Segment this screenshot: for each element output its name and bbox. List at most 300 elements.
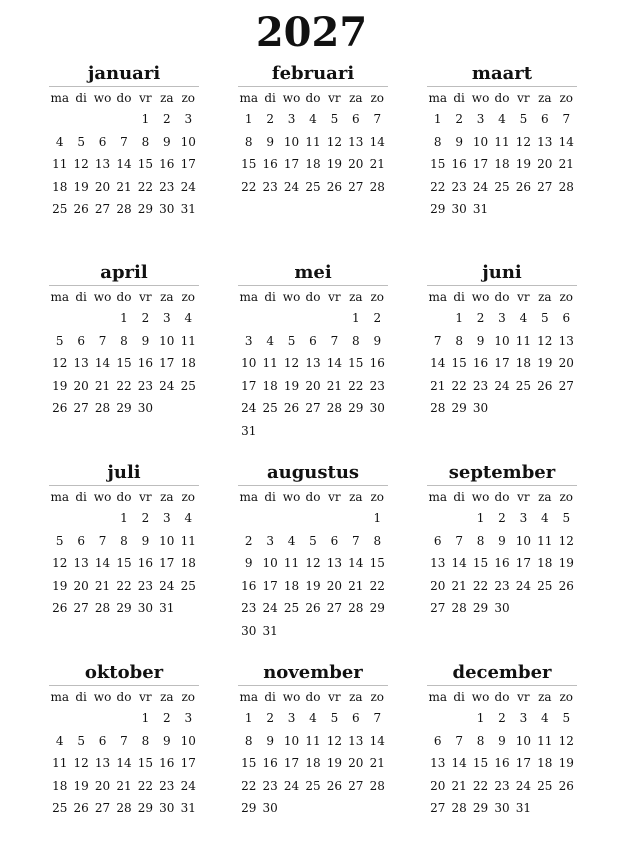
day-cell: 20 — [326, 578, 343, 593]
day-cell: 2 — [455, 112, 463, 126]
day-cell: 26 — [73, 202, 89, 217]
empty-day-cell — [302, 620, 323, 643]
day-cell: 6 — [433, 533, 442, 548]
day-cell: 8 — [373, 533, 382, 548]
day-cell: 19 — [52, 578, 68, 593]
day-cell: 28 — [558, 179, 574, 194]
day-cell: 8 — [476, 733, 485, 748]
day-cell: 20 — [348, 756, 364, 771]
day-cell: 19 — [537, 356, 553, 371]
days-table — [427, 88, 577, 221]
weekday-header-row — [238, 487, 388, 507]
day-cell: 1 — [141, 112, 150, 126]
month-september — [427, 461, 577, 620]
day-cell: 17 — [262, 578, 278, 593]
weekday-label: zo — [559, 91, 574, 105]
empty-day-cell — [427, 507, 448, 530]
empty-day-cell — [324, 420, 345, 443]
weekday-label: ma — [428, 290, 447, 304]
month-januari — [49, 62, 199, 221]
day-cell: 17 — [515, 556, 532, 571]
empty-day-cell — [491, 198, 512, 221]
day-cell: 14 — [326, 356, 343, 371]
day-cell: 31 — [180, 801, 196, 816]
day-cell: 30 — [137, 401, 154, 416]
day-cell: 15 — [116, 556, 132, 571]
empty-day-cell — [92, 307, 113, 330]
day-cell: 11 — [52, 756, 68, 771]
day-cell: 15 — [241, 756, 257, 771]
day-cell: 20 — [558, 356, 574, 371]
weekday-label: di — [264, 690, 276, 704]
weekday-label: ma — [239, 690, 258, 704]
day-cell: 17 — [159, 356, 175, 371]
weekday-label: wo — [471, 91, 490, 105]
day-cell: 30 — [159, 202, 175, 217]
day-cell: 19 — [558, 556, 574, 571]
month-augustus — [238, 461, 388, 643]
week-row — [238, 575, 388, 598]
day-cell: 30 — [451, 202, 467, 217]
weekday-label: za — [160, 91, 174, 105]
week-row — [49, 507, 199, 530]
weekday-label: ma — [50, 91, 69, 105]
day-cell: 8 — [455, 333, 463, 348]
week-row — [49, 131, 199, 154]
day-cell: 1 — [120, 311, 128, 325]
day-cell: 2 — [266, 711, 274, 725]
empty-day-cell — [70, 307, 91, 330]
month-name: mei — [238, 261, 388, 286]
day-cell: 4 — [309, 711, 317, 725]
day-cell: 24 — [472, 179, 489, 194]
month-name: juni — [427, 261, 577, 286]
day-cell: 21 — [94, 378, 111, 393]
day-cell: 11 — [537, 533, 553, 548]
weekday-label: ma — [239, 290, 258, 304]
empty-day-cell — [281, 307, 302, 330]
day-cell: 30 — [494, 601, 510, 616]
days-table — [49, 487, 199, 620]
day-cell: 31 — [262, 623, 278, 638]
day-cell: 14 — [116, 157, 132, 172]
day-cell: 18 — [283, 578, 300, 593]
weekday-label: zo — [559, 690, 574, 704]
week-row — [49, 597, 199, 620]
day-cell: 28 — [369, 778, 385, 793]
empty-day-cell — [556, 797, 577, 820]
day-cell: 26 — [73, 801, 89, 816]
weekday-label: di — [75, 91, 87, 105]
weekday-header-row — [427, 487, 577, 507]
weekday-header-row — [427, 287, 577, 307]
empty-day-cell — [324, 797, 345, 820]
day-cell: 11 — [537, 733, 553, 748]
day-cell: 27 — [326, 601, 343, 616]
month-maart — [427, 62, 577, 221]
day-cell: 28 — [116, 801, 132, 816]
day-cell: 6 — [562, 311, 571, 325]
weekday-label: zo — [370, 290, 385, 304]
day-cell: 2 — [141, 311, 150, 325]
weekday-header-row — [427, 687, 577, 707]
day-cell: 26 — [515, 179, 532, 194]
week-row — [238, 552, 388, 575]
day-cell: 4 — [519, 311, 528, 325]
week-row — [238, 397, 388, 420]
day-cell: 19 — [283, 378, 300, 393]
day-cell: 23 — [159, 778, 175, 793]
empty-day-cell — [513, 397, 534, 420]
day-cell: 27 — [94, 801, 111, 816]
day-cell: 12 — [73, 157, 89, 172]
day-cell: 22 — [241, 179, 257, 194]
day-cell: 13 — [94, 756, 111, 771]
day-cell: 24 — [262, 601, 278, 616]
day-cell: 2 — [141, 511, 150, 525]
day-cell: 13 — [430, 756, 446, 771]
day-cell: 8 — [244, 134, 253, 149]
weekday-label: za — [349, 690, 363, 704]
day-cell: 2 — [373, 311, 382, 325]
weekday-label: do — [116, 690, 132, 704]
day-cell: 3 — [184, 711, 193, 725]
empty-day-cell — [49, 707, 70, 730]
day-cell: 29 — [241, 801, 257, 816]
day-cell: 23 — [494, 578, 510, 593]
week-row — [238, 420, 388, 443]
day-cell: 18 — [305, 157, 321, 172]
day-cell: 28 — [326, 401, 343, 416]
day-cell: 12 — [52, 556, 68, 571]
day-cell: 29 — [472, 601, 489, 616]
day-cell: 23 — [137, 578, 154, 593]
day-cell: 8 — [141, 134, 150, 149]
day-cell: 23 — [472, 378, 489, 393]
week-row — [238, 108, 388, 131]
day-cell: 2 — [476, 311, 485, 325]
day-cell: 24 — [494, 378, 510, 393]
day-cell: 17 — [283, 756, 300, 771]
week-row — [427, 507, 577, 530]
empty-day-cell — [513, 198, 534, 221]
week-row — [427, 375, 577, 398]
day-cell: 17 — [241, 378, 257, 393]
week-row — [427, 707, 577, 730]
day-cell: 29 — [137, 801, 154, 816]
day-cell: 30 — [262, 801, 278, 816]
weekday-header-row — [238, 88, 388, 108]
day-cell: 3 — [163, 511, 171, 525]
day-cell: 5 — [562, 711, 571, 725]
weekday-label: do — [305, 290, 321, 304]
week-row — [238, 375, 388, 398]
week-row — [427, 597, 577, 620]
month-name: februari — [238, 62, 388, 87]
weekday-label: ma — [50, 290, 69, 304]
year-title: 2027 — [255, 9, 368, 56]
day-cell: 22 — [348, 378, 364, 393]
day-cell: 6 — [433, 733, 442, 748]
weekday-label: di — [75, 690, 87, 704]
empty-day-cell — [427, 707, 448, 730]
weekday-label: za — [538, 91, 552, 105]
days-table — [238, 487, 388, 643]
day-cell: 1 — [120, 511, 128, 525]
day-cell: 9 — [141, 533, 150, 548]
day-cell: 18 — [537, 756, 553, 771]
week-row — [427, 307, 577, 330]
weekday-label: vr — [139, 91, 152, 105]
day-cell: 27 — [430, 801, 446, 816]
day-cell: 27 — [305, 401, 321, 416]
day-cell: 14 — [430, 356, 446, 371]
day-cell: 18 — [52, 179, 68, 194]
week-row — [238, 797, 388, 820]
day-cell: 12 — [305, 556, 321, 571]
weekday-label: ma — [428, 690, 447, 704]
weekday-header-row — [427, 88, 577, 108]
week-row — [427, 752, 577, 775]
day-cell: 16 — [137, 356, 154, 371]
week-row — [49, 352, 199, 375]
weekday-label: ma — [428, 91, 447, 105]
week-row — [49, 397, 199, 420]
month-juni — [427, 261, 577, 420]
day-cell: 3 — [184, 112, 193, 126]
day-cell: 25 — [180, 378, 196, 393]
day-cell: 16 — [159, 157, 175, 172]
week-row — [238, 730, 388, 753]
month-oktober — [49, 661, 199, 820]
month-name: juli — [49, 461, 199, 486]
day-cell: 9 — [266, 134, 274, 149]
empty-day-cell — [92, 507, 113, 530]
day-cell: 14 — [451, 756, 467, 771]
day-cell: 19 — [515, 157, 532, 172]
day-cell: 18 — [180, 556, 196, 571]
day-cell: 23 — [369, 378, 385, 393]
empty-day-cell — [556, 397, 577, 420]
day-cell: 31 — [515, 801, 532, 816]
weekday-label: vr — [139, 690, 152, 704]
day-cell: 10 — [515, 733, 532, 748]
empty-day-cell — [302, 307, 323, 330]
day-cell: 10 — [494, 333, 510, 348]
empty-day-cell — [513, 597, 534, 620]
day-cell: 12 — [558, 733, 574, 748]
empty-day-cell — [238, 507, 259, 530]
day-cell: 3 — [287, 112, 296, 126]
day-cell: 16 — [137, 556, 154, 571]
day-cell: 9 — [455, 134, 463, 149]
day-cell: 15 — [472, 756, 489, 771]
day-cell: 27 — [348, 778, 364, 793]
day-cell: 13 — [73, 356, 89, 371]
week-row — [427, 131, 577, 154]
day-cell: 7 — [373, 112, 382, 126]
weekday-label: za — [538, 490, 552, 504]
weekday-label: ma — [239, 91, 258, 105]
day-cell: 2 — [498, 511, 506, 525]
day-cell: 18 — [262, 378, 278, 393]
empty-day-cell — [367, 620, 388, 643]
weekday-label: za — [538, 690, 552, 704]
empty-day-cell — [281, 620, 302, 643]
weekday-label: di — [453, 490, 465, 504]
day-cell: 11 — [180, 333, 196, 348]
weekday-label: ma — [50, 690, 69, 704]
day-cell: 5 — [562, 511, 571, 525]
day-cell: 20 — [94, 179, 111, 194]
weekday-label: do — [494, 490, 510, 504]
days-table — [49, 287, 199, 420]
day-cell: 30 — [494, 801, 510, 816]
empty-day-cell — [556, 597, 577, 620]
weekday-label: za — [538, 290, 552, 304]
weekday-label: za — [160, 690, 174, 704]
weekday-label: do — [494, 91, 510, 105]
day-cell: 22 — [137, 778, 154, 793]
empty-day-cell — [367, 420, 388, 443]
weekday-label: wo — [471, 290, 490, 304]
week-row — [49, 108, 199, 131]
day-cell: 2 — [266, 112, 274, 126]
day-cell: 21 — [451, 778, 467, 793]
day-cell: 30 — [472, 401, 489, 416]
week-row — [49, 797, 199, 820]
empty-day-cell — [448, 507, 469, 530]
weekday-label: za — [160, 290, 174, 304]
days-table — [238, 287, 388, 443]
week-row — [49, 707, 199, 730]
empty-day-cell — [302, 507, 323, 530]
day-cell: 22 — [116, 378, 132, 393]
days-table — [427, 687, 577, 820]
day-cell: 3 — [287, 711, 296, 725]
day-cell: 22 — [451, 378, 467, 393]
empty-day-cell — [345, 620, 366, 643]
week-row — [238, 330, 388, 353]
weekday-label: za — [349, 91, 363, 105]
empty-day-cell — [70, 108, 91, 131]
day-cell: 4 — [266, 333, 274, 348]
day-cell: 10 — [472, 134, 489, 149]
month-november — [238, 661, 388, 820]
day-cell: 26 — [558, 778, 574, 793]
day-cell: 21 — [116, 179, 132, 194]
day-cell: 21 — [430, 378, 446, 393]
day-cell: 3 — [476, 112, 485, 126]
week-row — [427, 775, 577, 798]
weekday-label: wo — [471, 690, 490, 704]
day-cell: 4 — [55, 733, 64, 748]
weekday-label: wo — [93, 690, 112, 704]
weekday-label: do — [116, 91, 132, 105]
week-row — [238, 176, 388, 199]
day-cell: 9 — [373, 333, 382, 348]
week-row — [49, 198, 199, 221]
empty-day-cell — [324, 620, 345, 643]
weekday-label: zo — [370, 690, 385, 704]
day-cell: 26 — [52, 601, 68, 616]
day-cell: 24 — [159, 378, 175, 393]
day-cell: 24 — [180, 778, 196, 793]
weekday-label: za — [349, 490, 363, 504]
day-cell: 14 — [369, 733, 385, 748]
day-cell: 15 — [116, 356, 132, 371]
weekday-label: vr — [328, 290, 341, 304]
day-cell: 1 — [433, 112, 442, 126]
day-cell: 5 — [330, 711, 339, 725]
empty-day-cell — [534, 198, 555, 221]
day-cell: 17 — [472, 157, 489, 172]
day-cell: 29 — [369, 601, 385, 616]
day-cell: 28 — [94, 401, 111, 416]
day-cell: 4 — [55, 134, 64, 149]
empty-day-cell — [367, 797, 388, 820]
day-cell: 10 — [283, 134, 300, 149]
day-cell: 8 — [476, 533, 485, 548]
day-cell: 23 — [159, 179, 175, 194]
day-cell: 20 — [537, 157, 553, 172]
day-cell: 15 — [137, 756, 154, 771]
month-name: december — [427, 661, 577, 686]
day-cell: 10 — [159, 333, 175, 348]
weekday-label: do — [305, 490, 321, 504]
weekday-label: wo — [93, 290, 112, 304]
weekday-label: ma — [428, 490, 447, 504]
day-cell: 24 — [283, 179, 300, 194]
day-cell: 12 — [537, 333, 553, 348]
week-row — [238, 131, 388, 154]
weekday-label: wo — [93, 91, 112, 105]
day-cell: 13 — [94, 157, 111, 172]
weekday-label: zo — [181, 490, 196, 504]
weekday-header-row — [49, 287, 199, 307]
week-row — [49, 730, 199, 753]
weekday-label: do — [305, 91, 321, 105]
day-cell: 22 — [430, 179, 446, 194]
day-cell: 7 — [562, 112, 571, 126]
day-cell: 29 — [137, 202, 154, 217]
empty-day-cell — [427, 307, 448, 330]
day-cell: 10 — [515, 533, 532, 548]
day-cell: 13 — [326, 556, 343, 571]
day-cell: 7 — [433, 333, 442, 348]
week-row — [49, 552, 199, 575]
day-cell: 5 — [287, 333, 296, 348]
empty-day-cell — [491, 397, 512, 420]
day-cell: 29 — [430, 202, 446, 217]
day-cell: 28 — [348, 601, 364, 616]
day-cell: 1 — [244, 711, 253, 725]
day-cell: 11 — [180, 533, 196, 548]
day-cell: 24 — [515, 578, 532, 593]
day-cell: 11 — [494, 134, 510, 149]
empty-day-cell — [345, 797, 366, 820]
weekday-label: di — [75, 290, 87, 304]
month-name: september — [427, 461, 577, 486]
day-cell: 27 — [430, 601, 446, 616]
day-cell: 19 — [326, 756, 343, 771]
weekday-label: di — [453, 690, 465, 704]
week-row — [238, 775, 388, 798]
day-cell: 17 — [283, 157, 300, 172]
day-cell: 19 — [73, 179, 89, 194]
weekday-label: vr — [139, 290, 152, 304]
empty-day-cell — [281, 420, 302, 443]
